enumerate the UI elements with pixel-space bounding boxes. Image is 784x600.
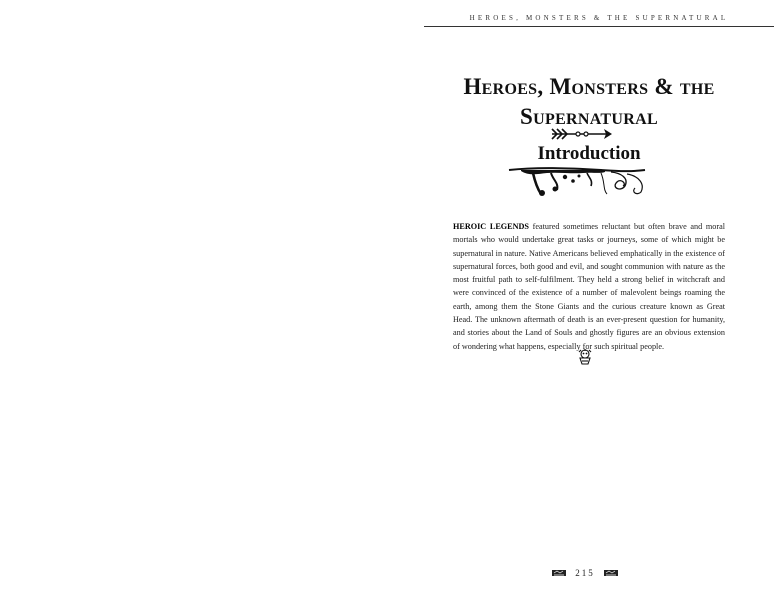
body-paragraph [453, 220, 725, 353]
header-rule [424, 26, 774, 27]
tribal-emblem-icon [577, 348, 593, 366]
folio-block-icon [604, 570, 618, 576]
section-title: Introduction [537, 143, 641, 164]
chapter-title: Heroes, Monsters & the Supernatural [463, 74, 715, 129]
folio-block-icon [552, 570, 566, 576]
ink-flourish-icon [507, 164, 649, 198]
lead-in: HEROIC LEGENDS [453, 222, 529, 231]
arrow-ornament-icon [548, 127, 614, 141]
page-number: 215 [575, 568, 595, 578]
running-header: HEROES, MONSTERS & THE SUPERNATURAL [469, 14, 729, 22]
folio [552, 568, 618, 578]
body-text: featured sometimes reluctant but often brave and moral mortals who would undertake great tasks or journeys, some of which might be supernatural in nature. Native Americans believed emphatically in the existence of supernatural forces, both good and evil, and sought communion with nature as the most fruitful path to self-fulfilment. They held a strong belief in witchcraft and were convinced of the existence of a number of malevolent beings roaming the earth, among them the Stone Giants and the curious creature known as Great Head. The unknown aftermath of death is an ever-present question for humanity, and stories about the Land of Souls and ghostly figures are an obvious extension of wondering what happens, especially for such spiritual people. [453, 222, 725, 351]
